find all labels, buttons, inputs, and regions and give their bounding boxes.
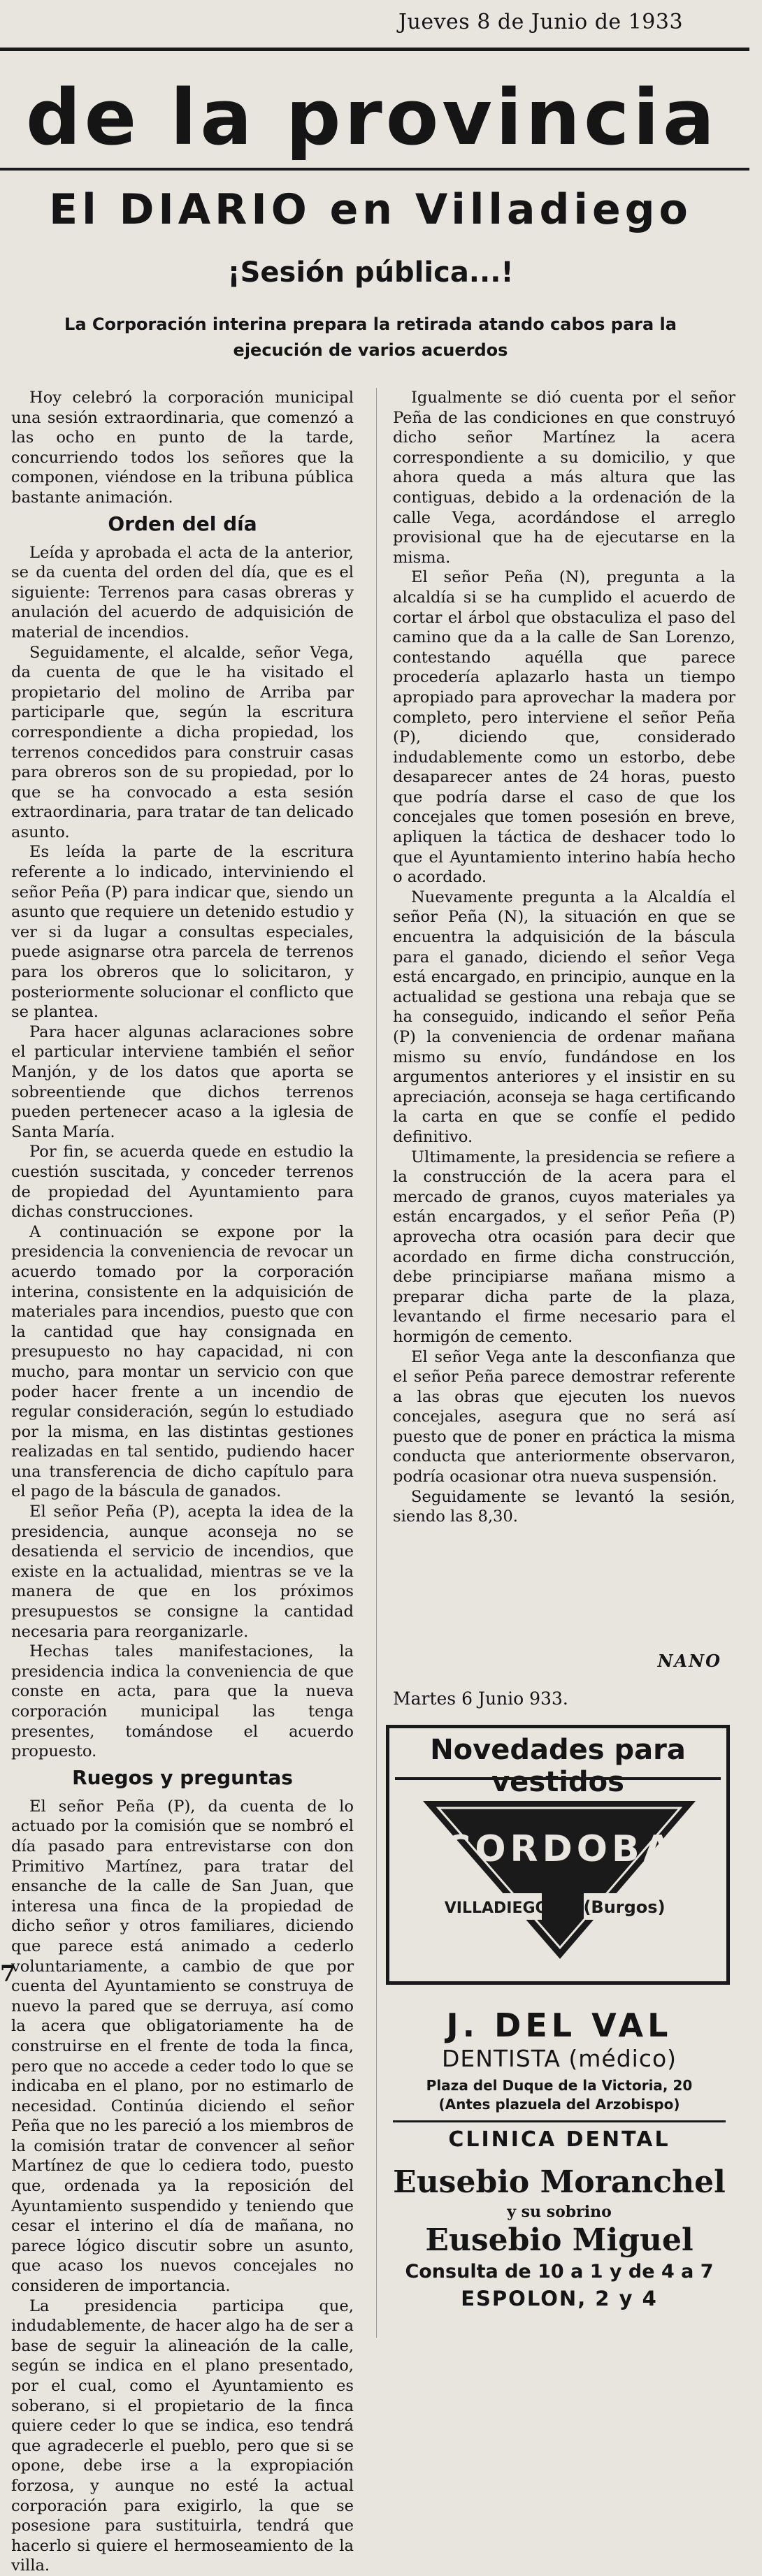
paragraph: El señor Peña (P), da cuenta de lo actuado por la comisión que se nombró el día pasado para entrevistarse con don Primitivo Martínez, para tratar del ensanche de la calle de San Juan, que interesa una finca de la propiedad de dicho señor y otros familiares, diciendo que parece está animado a cederlo voluntariamente, a cambio de que por cuenta del Ayuntamiento se construya de nuevo la pared que se derruya, así como la acera que obligatoriamente ha de construirse en el frente de toda la finca, pero que no accede a ceder todo lo que se indicaba en el plano, por no estimarlo de necesidad. Continúa diciendo el señor Peña que no les pareció a los miembros de la comisión tratar de convencer al señor Martínez de que lo cediera todo, puesto que, ordenada ya la reposición del Ayuntamiento suspendido y teniendo que cesar el interino el día de mañana, no parece lógico discutir sobre un asunto, que acaso los nuevos concejales no consideren de importancia.	[11, 1797, 354, 2296]
paragraph: Hechas tales manifestaciones, la presidencia indica la conveniencia de que conste en acta, para que la nueva corporación municipal las tenga presentes, tomándose el acuerdo propuesto.	[11, 1642, 354, 1761]
column-divider	[376, 388, 377, 2338]
paragraph: El señor Vega ante la desconfianza que el señor Peña parece demostrar referente a las obras que ejecuten los nuevos concejales, asegura que no será así puesto que de poner en práctica la misma conducta que anteriormente observaron, podría ocasionar otra nueva suspensión.	[393, 1347, 735, 1486]
paragraph: Por fin, se acuerda quede en estudio la cuestión suscitada, y conceder terrenos de propiedad del Ayuntamiento para dichas construcciones.	[11, 1143, 354, 1222]
dentist-address: Plaza del Duque de la Victoria, 20	[426, 2077, 693, 2094]
dateline: Jueves 8 de Junio de 1933	[398, 10, 684, 34]
intro-paragraph: Hoy celebró la corporación municipal una sesión extraordinaria, que comenzó a las ocho en punto de la tarde, concurriendo todos los señores que la componen, viéndose en la tribuna pública bastante animación.	[11, 389, 354, 507]
dentist-address-note: (Antes plazuela del Arzobispo)	[438, 2096, 680, 2113]
clothing-advertisement	[386, 1725, 730, 1985]
paragraph: Para hacer algunas aclaraciones sobre el particular interviene también el señor Manjón, y de los datos que aporta se sobreentiende que dichos terrenos pueden pertenecer acaso a la iglesia de Santa María.	[11, 1022, 354, 1141]
paragraph: La presidencia participa que, indudablemente, de hacer algo ha de ser a base de seguir la alineación de la calle, según se indica en el plano presentado, por el cual, como el Ayuntamiento es soberano, si el propietario de la finca quiere ceder lo que se indica, eso tendrá que agradecerle el pueblo, pero que si se opone, debe irse a la expropiación forzosa, y aunque no esté la actual corporación para exigirlo, la que se posesione para sustituirla, tendrá que hacerlo si quiere el hermoseamiento de la villa.	[11, 2296, 354, 2575]
article-column-2	[393, 388, 735, 1681]
paragraph: Es leída la parte de la escritura referente a lo indicado, interviniendo el señor Peña (P) para indicar que, siendo un asunto que requiere un detenido estudio y ver si da lugar a consultas especiales, puede asignarse otra parcela de terrenos para los obreros que lo solicitaron, y posteriormente solucionar el conflicto que se plantea.	[11, 843, 354, 1022]
section-title: de la provincia	[25, 73, 719, 162]
clinic-relation: y su sobrino	[507, 2203, 612, 2221]
article-headline: ¡Sesión pública...!	[227, 256, 514, 289]
paragraph: Nuevamente pregunta a la Alcaldía el señor Peña (N), la situación en que se encuentra la adquisición de la báscula para el ganado, diciendo el señor Vega está encargado, en principio, aunque en la actualidad se gestiona una rebaja que se ha conseguido, indicando el señor Peña (P) la conveniencia de ordenar mañana mismo su envío, fundándose en los argumentos anteriores y el insistir en su apreciación, aconseja se haga certificando la carta en que se confíe el pedido definitivo.	[393, 888, 735, 1146]
section-rule	[0, 168, 749, 171]
paragraph: El señor Peña (P), acepta la idea de la presidencia, aunque aconseja no se desatienda el servicio de incendios, que existe en la actualidad, mientras se ve la manera de que en los próximos presupuestos se consigne la cantidad necesaria para reorganizarle.	[11, 1503, 354, 1641]
clinic-address: ESPOLON, 2 y 4	[461, 2287, 658, 2310]
ad-province: (Burgos)	[583, 1897, 666, 1917]
ad-clothing-title: Novedades para vestidos	[430, 1734, 686, 1798]
ad-town: VILLADIEGO	[444, 1900, 549, 1917]
clinic-heading: CLINICA DENTAL	[448, 2127, 670, 2152]
margin-fragment: 7	[0, 1960, 16, 1987]
dentist-profession: DENTISTA (médico)	[441, 2045, 677, 2072]
paragraph: Leída y aprobada el acta de la anterior, se da cuenta del orden del día, que es el siguiente: Terrenos para casas obreras y anulación del acuerdo de adquisición de material de incendios.	[11, 543, 354, 642]
place-date: Martes 6 Junio 933.	[393, 1688, 568, 1709]
paragraph: El señor Peña (N), pregunta a la alcaldía si se ha cumplido el acuerdo de cortar el árbol que obstaculiza el paso del camino que da a la calle de San Lorenzo, contestando aquélla que parece procedería aplazarlo hasta un tiempo apropiado para aprovechar la madera por completo, pero interviene el señor Peña (P), diciendo que, considerado indudablemente como un estorbo, debe desaparecer antes de 24 horas, puesto que podría darse el caso de que los concejales que tomen posesión en breve, apliquen la táctica de deshacer todo lo que el Ayuntamiento interino había hecho o acordado.	[393, 568, 735, 887]
subhead-ruegos: Ruegos y preguntas	[72, 1765, 293, 1789]
paragraph: Seguidamente, el alcalde, señor Vega, da cuenta de que le ha visitado el propietario del molino de Arriba par participarle que, según la escritura correspondiente a dicha propiedad, los terrenos concedidos para construir casas para obreros son de su propiedad, por lo que se ha convocado a esta sesión extraordinaria, para tratar de tan delicado asunto.	[11, 643, 354, 841]
paragraph: A continuación se expone por la presidencia la conveniencia de revocar un acuerdo tomado por la corporación interina, consistente en la adquisición de materiales para incendios, puesto que con la cantidad que hay consignada en presupuesto no hay capacidad, ni con mucho, para montar un servicio con que poder hacer frente a un incendio de regular consideración, según lo estudiado por la misma, en las distintas gestiones realizadas en tal sentido, pudiendo hacer una transferencia de dicho capítulo para el pago de la báscula de ganados.	[11, 1222, 354, 1501]
article-column-1	[11, 388, 354, 2575]
clinic-hours: Consulta de 10 a 1 y de 4 a 7	[405, 2261, 714, 2282]
ad-clothing-graphic	[389, 1728, 726, 1981]
clinic-dentist-1: Eusebio Moranchel	[393, 2164, 726, 2200]
paragraph: Seguidamente se levantó la sesión, siendo las 8,30.	[393, 1487, 735, 1526]
author-signature: NANO	[657, 1651, 721, 1671]
ad-divider	[393, 2120, 726, 2122]
brand-name: CORDOBA	[444, 1828, 676, 1870]
paragraph: Igualmente se dió cuenta por el señor Peña de las condiciones en que construyó dicho señor Martínez la acera correspondiente a su domicilio, y que ahora queda a más altura que las contiguas, debido a la ordenación de la calle Vega, acordándose el arreglo provisional que ha de ejecutarse en la misma.	[393, 389, 735, 567]
subhead-orden: Orden del día	[108, 512, 257, 535]
paragraph: Ultimamente, la presidencia se refiere a la construcción de la acera para el mercado de granos, cuyos materiales ya están encargados, y el señor Peña (P) aprovecha otra ocasión para decir que acordado en firme dicha construcción, debe principiarse mañana mismo a preparar dicha parte de la plaza, levantando el firme necesario para el hormigón de cemento.	[393, 1148, 735, 1346]
dental-advertisement	[384, 2006, 734, 2313]
article-deck: La Corporación interina prepara la retirada atando cabos para la ejecución de varios acuerdos	[64, 314, 677, 360]
clinic-dentist-2: Eusebio Miguel	[425, 2222, 693, 2258]
top-rule	[0, 48, 749, 51]
triangle-logo-icon	[423, 1801, 696, 1959]
dentist-name: J. DEL VAL	[446, 2006, 673, 2044]
column-title: El DIARIO en Villadiego	[49, 185, 692, 234]
